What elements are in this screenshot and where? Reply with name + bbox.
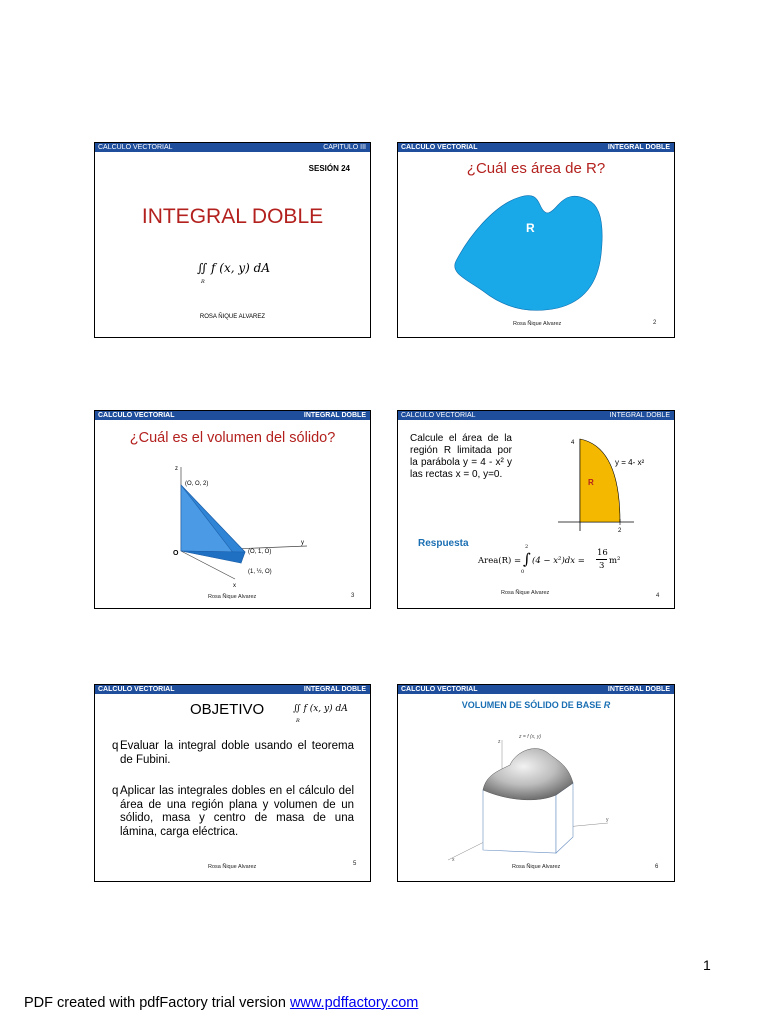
- author-label: ROSA ÑIQUE ALVAREZ: [199, 314, 266, 320]
- slide-title: INTEGRAL DOBLE: [141, 205, 324, 228]
- region-r-fill: [580, 439, 620, 522]
- bullet-2-text: Aplicar las integrales dobles en el cálculo del área de una región plana y volumen de un sólido, masa y centro de masa de una lámina, carga eléctrica.: [120, 785, 354, 838]
- axis-y-label: y: [606, 817, 609, 823]
- slide-4: [397, 410, 675, 609]
- session-label: SESIÓN 24: [308, 164, 350, 173]
- surface-label: z = f (x, y): [519, 734, 542, 740]
- header-right: INTEGRAL DOBLE: [607, 144, 670, 151]
- slide-footer: Rosa Ñique Alvarez: [501, 590, 550, 596]
- fraction-bar: [596, 559, 607, 560]
- region-r-diagram: [398, 143, 676, 339]
- slide-header: [95, 143, 370, 152]
- solid-face-base: [181, 551, 245, 563]
- slide-page-number: 5: [353, 861, 357, 867]
- integral-upper: 2: [525, 544, 529, 550]
- bullet-2: [112, 785, 354, 839]
- integral-subscript: R: [201, 279, 205, 285]
- answer-formula: [478, 544, 628, 577]
- point-c-label: (1, ½, O): [248, 569, 272, 575]
- axis-z-label: z: [175, 466, 178, 472]
- answer-label: Respuesta: [418, 538, 469, 549]
- slide-question: ¿Cuál es el volumen del sólido?: [129, 430, 336, 446]
- header-left: CALCULO VECTORIAL: [401, 686, 478, 693]
- bullet-1-text: Evaluar la integral doble usando el teorema de Fubini.: [120, 740, 354, 766]
- slide-page-number: 6: [655, 864, 659, 870]
- header-left: CALCULO VECTORIAL: [401, 144, 478, 151]
- slide-page-number: 2: [653, 320, 657, 326]
- header-left: CALCULO VECTORIAL: [98, 412, 175, 419]
- slide-footer: Rosa Ñique Alvarez: [512, 864, 561, 870]
- axis-y-label: y: [301, 540, 304, 546]
- surface-top: [483, 749, 573, 800]
- integral-subscript: R: [296, 718, 300, 724]
- title-text: VOLUMEN DE SÓLIDO DE BASE: [461, 700, 602, 710]
- slide-footer: Rosa Ñique Alvarez: [513, 321, 562, 327]
- slide-header: [95, 685, 370, 694]
- title-variable: R: [603, 700, 611, 710]
- parabola-region-diagram: [398, 411, 676, 610]
- header-right: INTEGRAL DOBLE: [607, 686, 670, 693]
- integral-formula: ∬ f (x, y) dA: [293, 704, 348, 714]
- page-number: 1: [703, 957, 711, 973]
- slide-footer: Rosa Ñique Alvarez: [208, 864, 257, 870]
- region-label: R: [526, 221, 535, 235]
- answer-lhs: Area(R) =: [478, 556, 522, 566]
- fraction-denominator: 3: [599, 561, 605, 571]
- header-right: INTEGRAL DOBLE: [609, 412, 670, 419]
- axis-z-label: z: [498, 739, 501, 745]
- origin-label: O: [173, 550, 179, 557]
- axis-x-label: x: [452, 857, 455, 863]
- solid-diagram: [95, 411, 372, 610]
- x-tick-label: 2: [618, 528, 622, 534]
- pdf-footer-text: PDF created with pdfFactory trial version: [24, 995, 290, 1011]
- header-right: CAPITULO III: [323, 144, 366, 151]
- point-a-label: (O, O, 2): [185, 481, 209, 487]
- slide-1: [94, 142, 371, 338]
- slide-6: [397, 684, 675, 882]
- slide-page-number: 3: [351, 593, 355, 599]
- slide-title: OBJETIVO: [190, 701, 265, 718]
- solid-volume-diagram: [398, 685, 676, 883]
- header-left: CALCULO VECTORIAL: [401, 412, 476, 419]
- problem-text: Calcule el área de la región R limitada por la parábola y = 4 - x² y las rectas x = 0, y=0.: [410, 433, 512, 480]
- y-tick-label: 4: [571, 440, 575, 446]
- answer-unit: m²: [609, 556, 621, 566]
- slide-question: ¿Cuál es área de R?: [466, 160, 606, 177]
- point-b-label: (O, 1, O): [248, 549, 272, 555]
- integral-lower: 0: [521, 569, 525, 575]
- region-r-shape: [455, 196, 602, 311]
- header-left: CALCULO VECTORIAL: [98, 686, 175, 693]
- header-left: CALCULO VECTORIAL: [98, 144, 173, 151]
- pdffactory-link[interactable]: www.pdffactory.com: [289, 995, 419, 1011]
- pdf-footer: [24, 995, 418, 1011]
- answer-integrand: (4 − x²)dx =: [532, 556, 585, 566]
- bullet-marker: q: [112, 740, 119, 752]
- slide-2: [397, 142, 675, 338]
- slide-page-number: 4: [656, 593, 660, 599]
- slide-3: [94, 410, 371, 609]
- header-right: INTEGRAL DOBLE: [303, 686, 366, 693]
- axis-x-label: x: [233, 583, 236, 589]
- integral-sign: ∫: [523, 550, 531, 568]
- bullet-1: [112, 740, 354, 767]
- integral-formula: ∬ f (x, y) dA: [197, 261, 270, 275]
- curve-label: y = 4- x²: [615, 458, 645, 467]
- bullet-marker: q: [112, 785, 119, 797]
- fraction-numerator: 16: [597, 548, 608, 558]
- header-right: INTEGRAL DOBLE: [303, 412, 366, 419]
- region-label: R: [588, 478, 594, 487]
- slide-footer: Rosa Ñique Alvarez: [208, 594, 257, 600]
- slide-5: [94, 684, 371, 882]
